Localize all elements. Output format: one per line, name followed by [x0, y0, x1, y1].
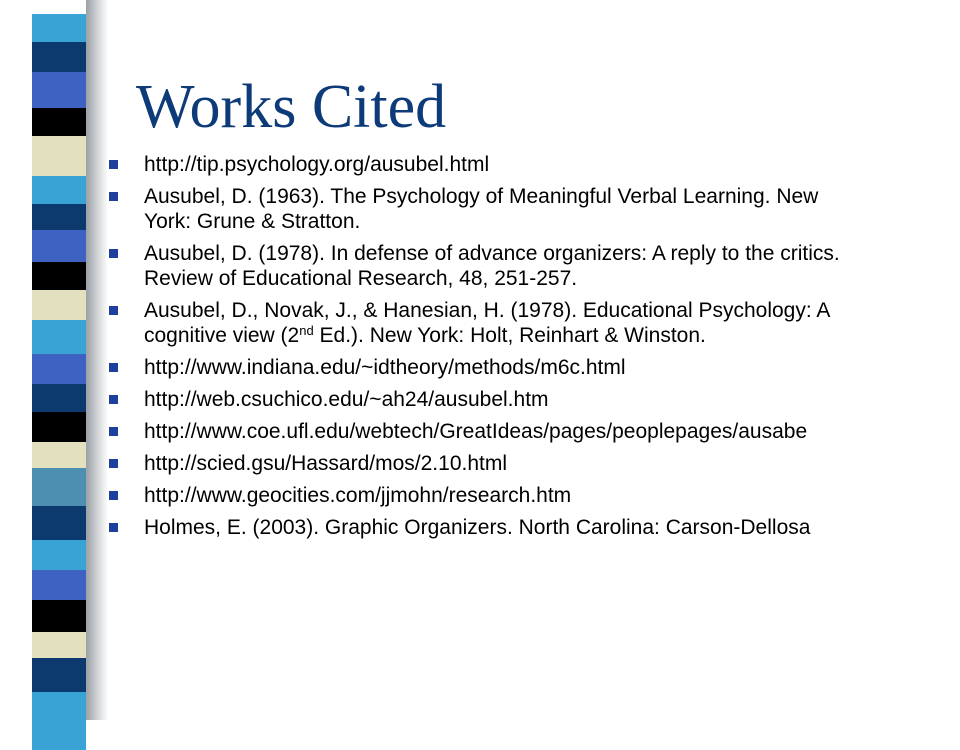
list-item: [108, 241, 868, 291]
reference-text: http://tip.psychology.org/ausubel.html: [144, 153, 490, 176]
list-item: [108, 152, 868, 177]
square-bullet-icon: [109, 427, 118, 436]
list-item: [108, 298, 868, 348]
color-band: [32, 442, 86, 468]
square-bullet-icon: [109, 249, 118, 258]
color-band: [32, 262, 86, 290]
color-band-column: [32, 0, 86, 720]
color-band: [32, 412, 86, 442]
decorative-color-strip: [0, 0, 120, 720]
square-bullet-icon: [109, 192, 118, 201]
color-band: [32, 692, 86, 750]
list-item: [108, 184, 868, 234]
color-band: [32, 14, 86, 42]
color-band: [32, 506, 86, 540]
reference-text-part: Ausubel, D., Novak, J., & Hanesian, H. (1978). Educational Psychology: A cognitive view (2: [144, 299, 830, 347]
color-band: [32, 354, 86, 384]
color-band: [32, 600, 86, 632]
reference-text: Ausubel, D. (1963). The Psychology of Meaningful Verbal Learning. New York: Grune & Stratton.: [144, 185, 819, 233]
square-bullet-icon: [109, 523, 118, 532]
superscript: nd: [299, 323, 314, 338]
list-item: [108, 515, 868, 540]
reference-text: Ausubel, D. (1978). In defense of advance organizers: A reply to the critics. Review of Educational Research, 48, 251-257.: [144, 242, 840, 290]
reference-text: http://www.coe.ufl.edu/webtech/GreatIdeas/pages/peoplepages/ausabe: [144, 420, 808, 443]
references-list: [108, 152, 868, 547]
reference-text: http://www.indiana.edu/~idtheory/methods/m6c.html: [144, 356, 626, 379]
list-item: [108, 355, 868, 380]
list-item: [108, 387, 868, 412]
square-bullet-icon: [109, 306, 118, 315]
reference-text: http://web.csuchico.edu/~ah24/ausubel.htm: [144, 388, 549, 411]
reference-text-part: Ed.). New York: Holt, Reinhart & Winston.: [313, 324, 706, 347]
list-item: [108, 451, 868, 476]
color-band: [32, 632, 86, 658]
color-band: [32, 108, 86, 136]
color-band: [32, 384, 86, 412]
color-band: [32, 320, 86, 354]
color-band: [32, 0, 86, 14]
color-band: [32, 230, 86, 262]
color-band: [32, 204, 86, 230]
color-band: [32, 540, 86, 570]
color-band: [32, 176, 86, 204]
reference-text: Holmes, E. (2003). Graphic Organizers. North Carolina: Carson-Dellosa: [144, 516, 811, 539]
list-item: [108, 419, 868, 444]
square-bullet-icon: [109, 363, 118, 372]
strip-shadow: [86, 0, 108, 720]
color-band: [32, 570, 86, 600]
color-band: [32, 290, 86, 320]
square-bullet-icon: [109, 160, 118, 169]
square-bullet-icon: [109, 459, 118, 468]
color-band: [32, 468, 86, 506]
color-band: [32, 658, 86, 692]
list-item: [108, 483, 868, 508]
reference-text: [144, 299, 829, 347]
color-band: [32, 136, 86, 176]
color-band: [32, 42, 86, 72]
color-band: [32, 72, 86, 108]
square-bullet-icon: [109, 395, 118, 404]
reference-text: http://www.geocities.com/jjmohn/research.htm: [144, 484, 572, 507]
reference-text: http://scied.gsu/Hassard/mos/2.10.html: [144, 452, 507, 475]
slide-title: Works Cited: [136, 73, 447, 141]
square-bullet-icon: [109, 491, 118, 500]
